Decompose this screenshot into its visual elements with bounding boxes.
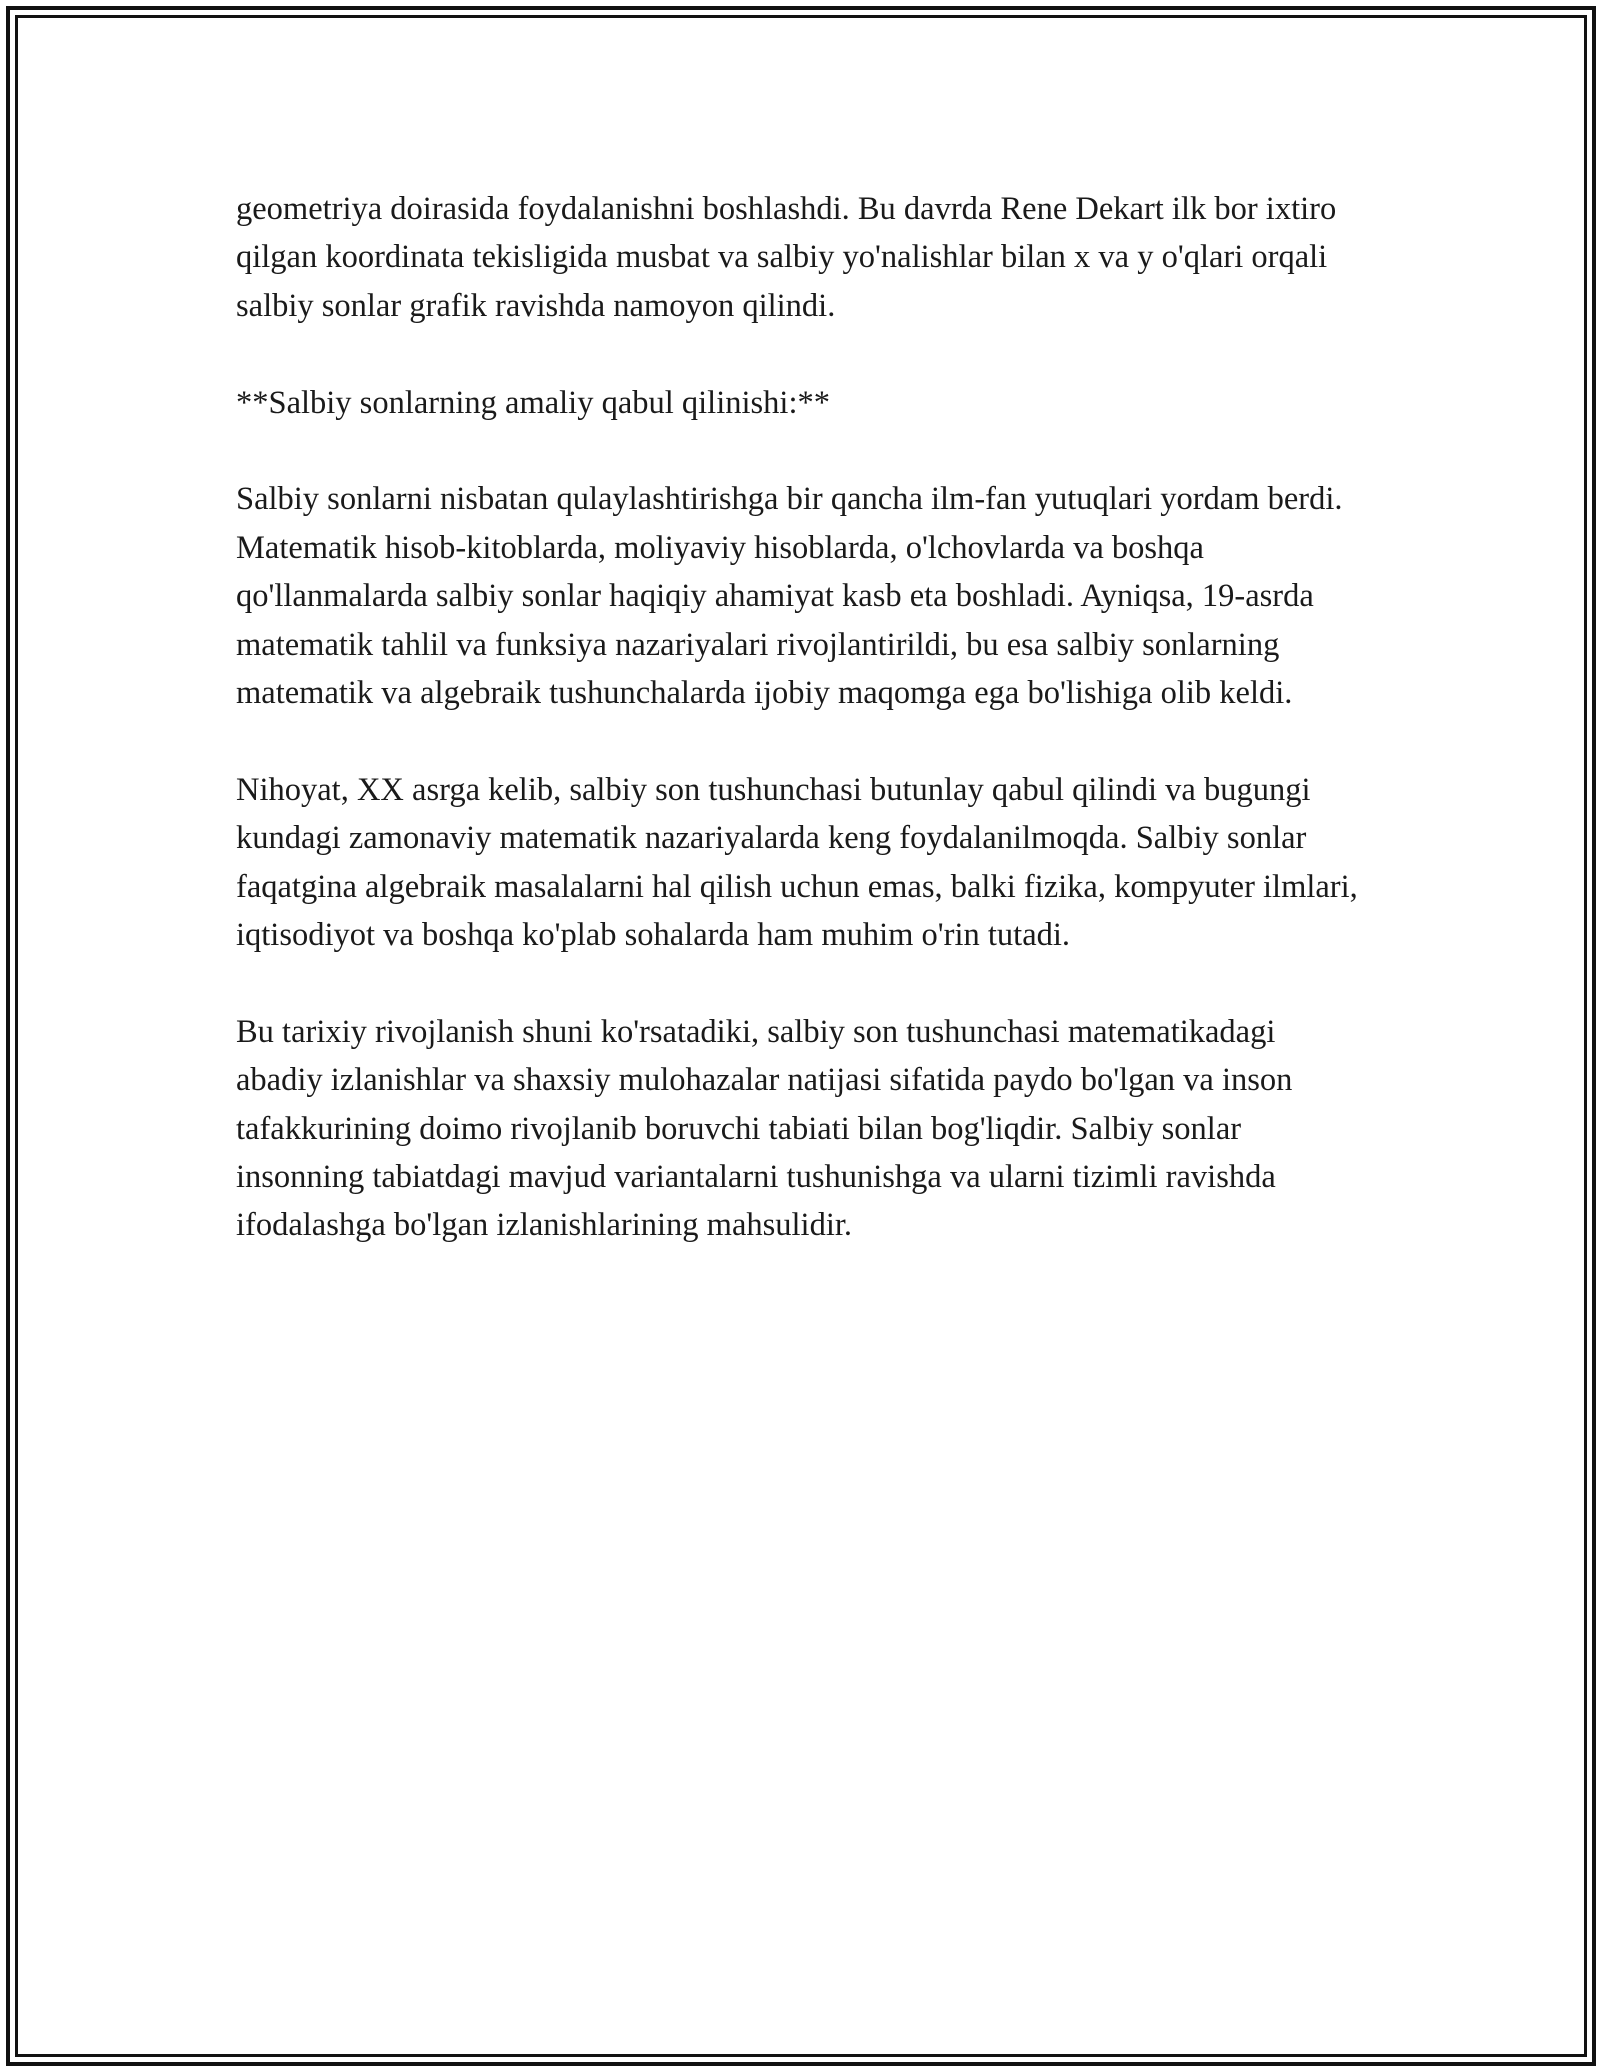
paragraph-continuation: geometriya doirasida foydalanishni boshlashdi. Bu davrda Rene Dekart ilk bor ixtiro qilgan koordinata tekisligida musbat va salbiy yo'nalishlar bilan x va y o'qlari orqali salbiy sonlar grafik ravishda namoyon qilindi. [236,191,1337,324]
document-body [236,185,1366,1250]
paragraph: Salbiy sonlarni nisbatan qulaylashtirishga bir qancha ilm-fan yutuqlari yordam berdi. Matematik hisob-kitoblarda, moliyaviy hisoblarda, o'lchovlarda va boshqa qo'llanmalarda salbiy sonlar haqiqiy ahamiyat kasb eta boshladi. Ayniqsa, 19-asrda matematik tahlil va funksiya nazariyalari rivojlantirildi, bu esa salbiy sonlarning matematik va algebraik tushunchalarda ijobiy maqomga ega bo'lishiga olib keldi. [236,481,1343,712]
paragraph: Bu tarixiy rivojlanish shuni ko'rsatadiki, salbiy son tushunchasi matematikadagi abadiy izlanishlar va shaxsiy mulohazalar natijasi sifatida paydo bo'lgan va inson tafakkurining doimo rivojlanib boruvchi tabiati bilan bog'liqdir. Salbiy sonlar insonning tabiatdagi mavjud variantalarni tushunishga va ularni tizimli ravishda ifodalashga bo'lgan izlanishlarining mahsulidir. [236,1013,1293,1244]
section-heading: **Salbiy sonlarning amaliy qabul qilinishi:** [236,384,830,421]
paragraph: Nihoyat, XX asrga kelib, salbiy son tushunchasi butunlay qabul qilindi va bugungi kundagi zamonaviy matematik nazariyalarda keng foydalanilmoqda. Salbiy sonlar faqatgina algebraik masalalarni hal qilish uchun emas, balki fizika, kompyuter ilmlari, iqtisodiyot va boshqa ko'plab sohalarda ham muhim o'rin tutadi. [236,771,1358,954]
